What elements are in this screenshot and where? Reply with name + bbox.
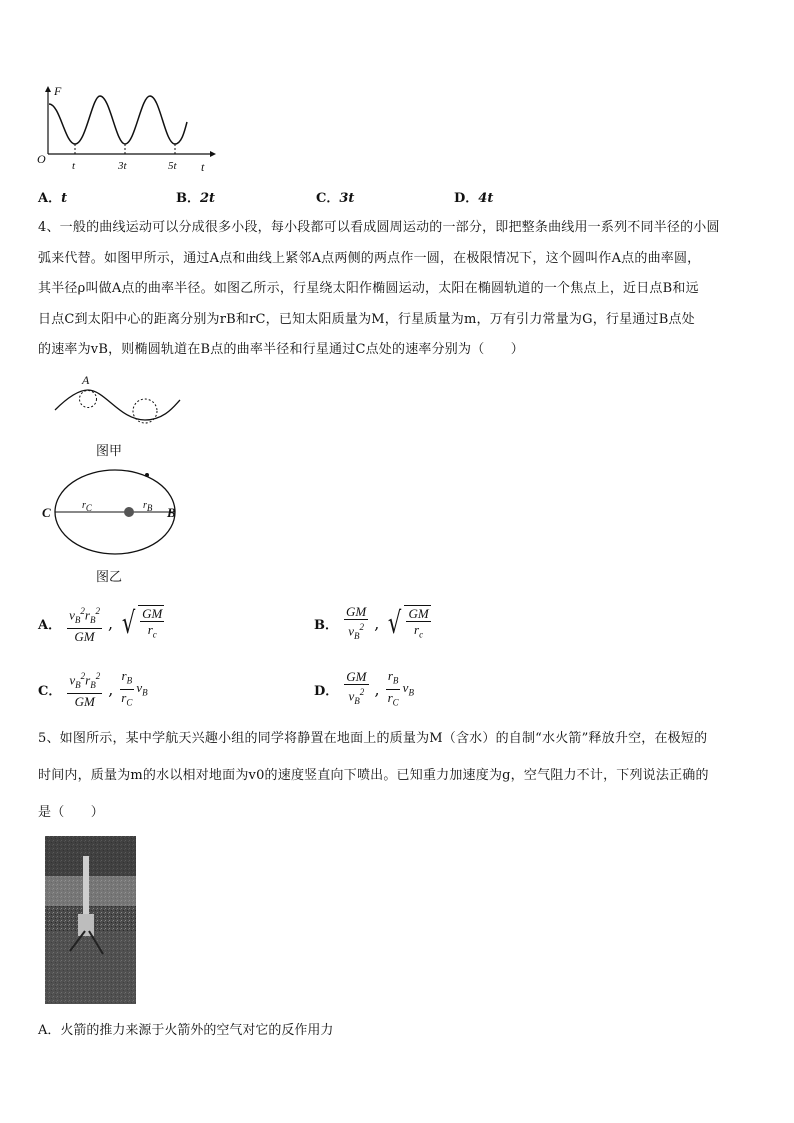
q5-line-2: 时间内，质量为m的水以相对地面为v0的速度竖直向下喷出。已知重力加速度为g，空气阻力不计，下列说法正确的 — [38, 768, 709, 783]
q5-option-a[interactable]: A．火箭的推力来源于火箭外的空气对它的反作用力 — [38, 1023, 334, 1038]
q3-option-a[interactable]: A．t — [38, 191, 68, 206]
q5-line-1: 5、如图所示，某中学航天兴趣小组的同学将静置在地面上的质量为M（含水）的自制“水火箭”释放升空，在极短的 — [38, 731, 708, 746]
graph-x-label: t — [201, 160, 205, 174]
q4-option-b[interactable]: B． $\frac{GM}{v_B^2}$ , √ $\frac{GM}{r_c}$ — [314, 604, 429, 641]
q4-option-a[interactable]: A． $\frac{v_B^2r_B^2}{GM}$ , √ $\frac{GM}{r_c}$ — [38, 605, 163, 644]
q5-line-3: 是（ ） — [38, 805, 105, 820]
q4-line-4: 日点C到太阳中心的距离分别为rB和rC，已知太阳质量为M，行星质量为m，万有引力常量为G，行星通过B点处 — [38, 311, 695, 327]
water-rocket-photo — [45, 836, 136, 1004]
point-c-label: C — [42, 505, 51, 520]
q4-line-3: 其半径ρ叫做A点的曲率半径。如图乙所示，行星绕太阳作椭圆运动，太阳在椭圆轨道的一个焦点上，近日点B和远 — [38, 281, 699, 296]
q4-line-1: 4、一般的曲线运动可以分成很多小段，每小段都可以看成圆周运动的一部分，即把整条曲线用一系列不同半径的小圆 — [38, 220, 720, 235]
figure-yi-caption: 图乙 — [96, 570, 123, 585]
q4-line-5: 的速率为vB，则椭圆轨道在B点的曲率半径和行星通过C点处的速率分别为（ ） — [38, 342, 524, 357]
figure-jia-caption: 图甲 — [96, 444, 123, 459]
q3-option-c[interactable]: C．3t — [316, 191, 355, 206]
rc-label: $r_C$ — [82, 500, 92, 513]
graph-y-label: F — [54, 84, 62, 98]
curvature-figure-jia — [50, 375, 210, 435]
q4-option-c[interactable]: C． $\frac{v_B^2r_B^2}{GM}$ , $\frac{r_B}{r_C}$ $v_B$ — [38, 668, 148, 710]
graph-tick-5t: 5t — [168, 160, 177, 172]
q5-stem — [38, 720, 763, 831]
rb-label: $r_B$ — [143, 500, 153, 513]
q3-option-d[interactable]: D．4t — [454, 191, 494, 206]
q4-line-2: 弧来代替。如图甲所示，通过A点和曲线上紧邻A点两侧的两点作一圆，在极限情况下，这个圆叫作A点的曲率圆， — [38, 250, 701, 266]
q4-option-d[interactable]: D． $\frac{GM}{v_B^2}$ , $\frac{r_B}{r_C}$ $v_B$ — [314, 668, 414, 708]
graph-origin-label: O — [37, 152, 46, 166]
point-a-label: A — [82, 373, 90, 387]
q3-option-b[interactable]: B．2t — [176, 191, 216, 206]
q4-stem — [38, 213, 758, 366]
graph-tick-3t: 3t — [118, 160, 127, 172]
point-b-label: B — [167, 505, 176, 520]
graph-tick-t: t — [72, 160, 76, 172]
